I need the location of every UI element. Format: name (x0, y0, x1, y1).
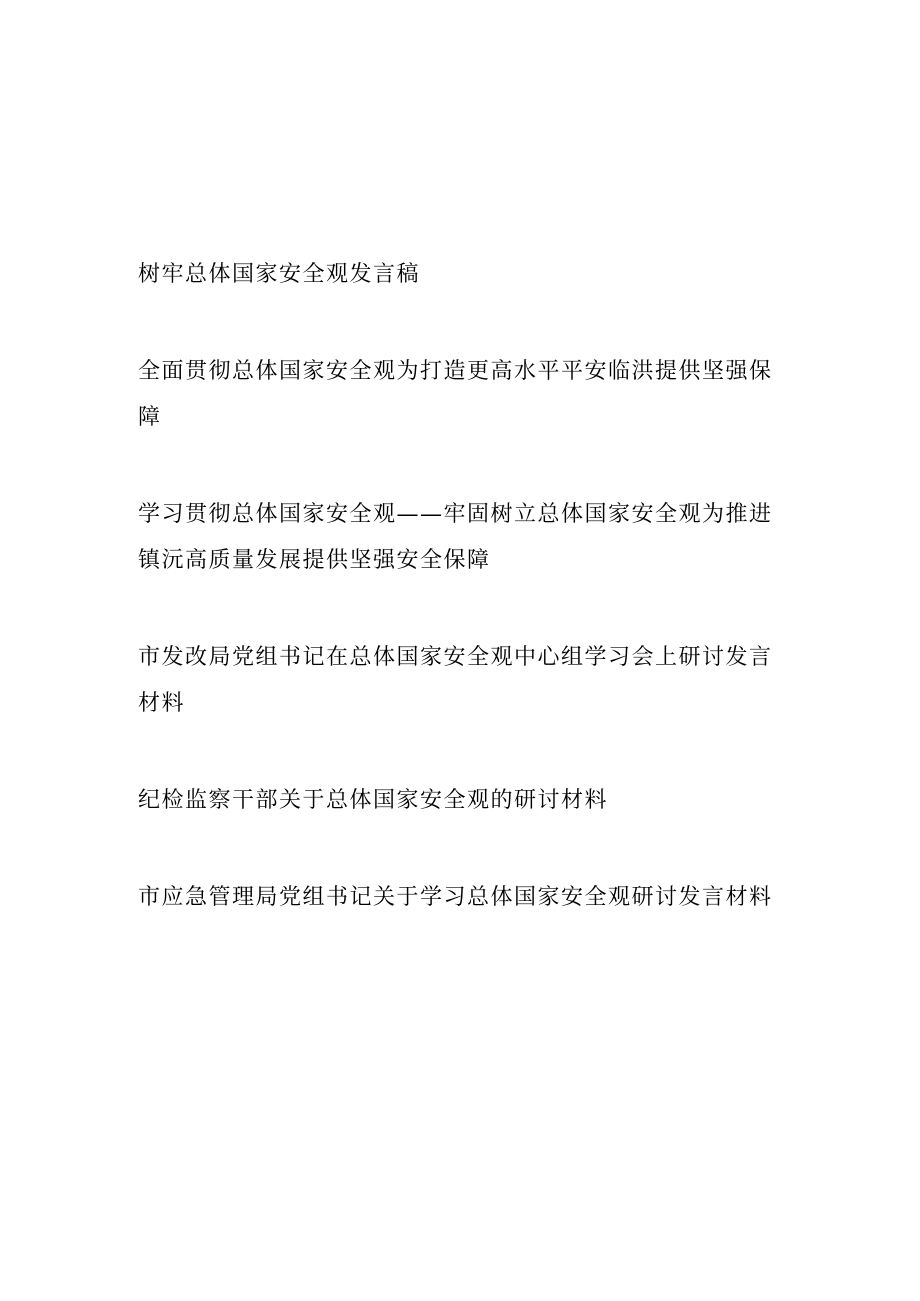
document-title-item: 学习贯彻总体国家安全观——牢固树立总体国家安全观为推进镇沅高质量发展提供坚强安全保障 (138, 502, 773, 573)
document-title-list (138, 252, 786, 972)
document-title-item: 全面贯彻总体国家安全观为打造更高水平平安临洪提供坚强保障 (138, 359, 773, 430)
document-title-item: 市发改局党组书记在总体国家安全观中心组学习会上研讨发言材料 (138, 645, 773, 716)
document-title-item: 树牢总体国家安全观发言稿 (138, 262, 421, 287)
document-title-item: 纪检监察干部关于总体国家安全观的研讨材料 (138, 788, 609, 813)
document-title-item: 市应急管理局党组书记关于学习总体国家安全观研讨发言材料 (138, 885, 773, 910)
